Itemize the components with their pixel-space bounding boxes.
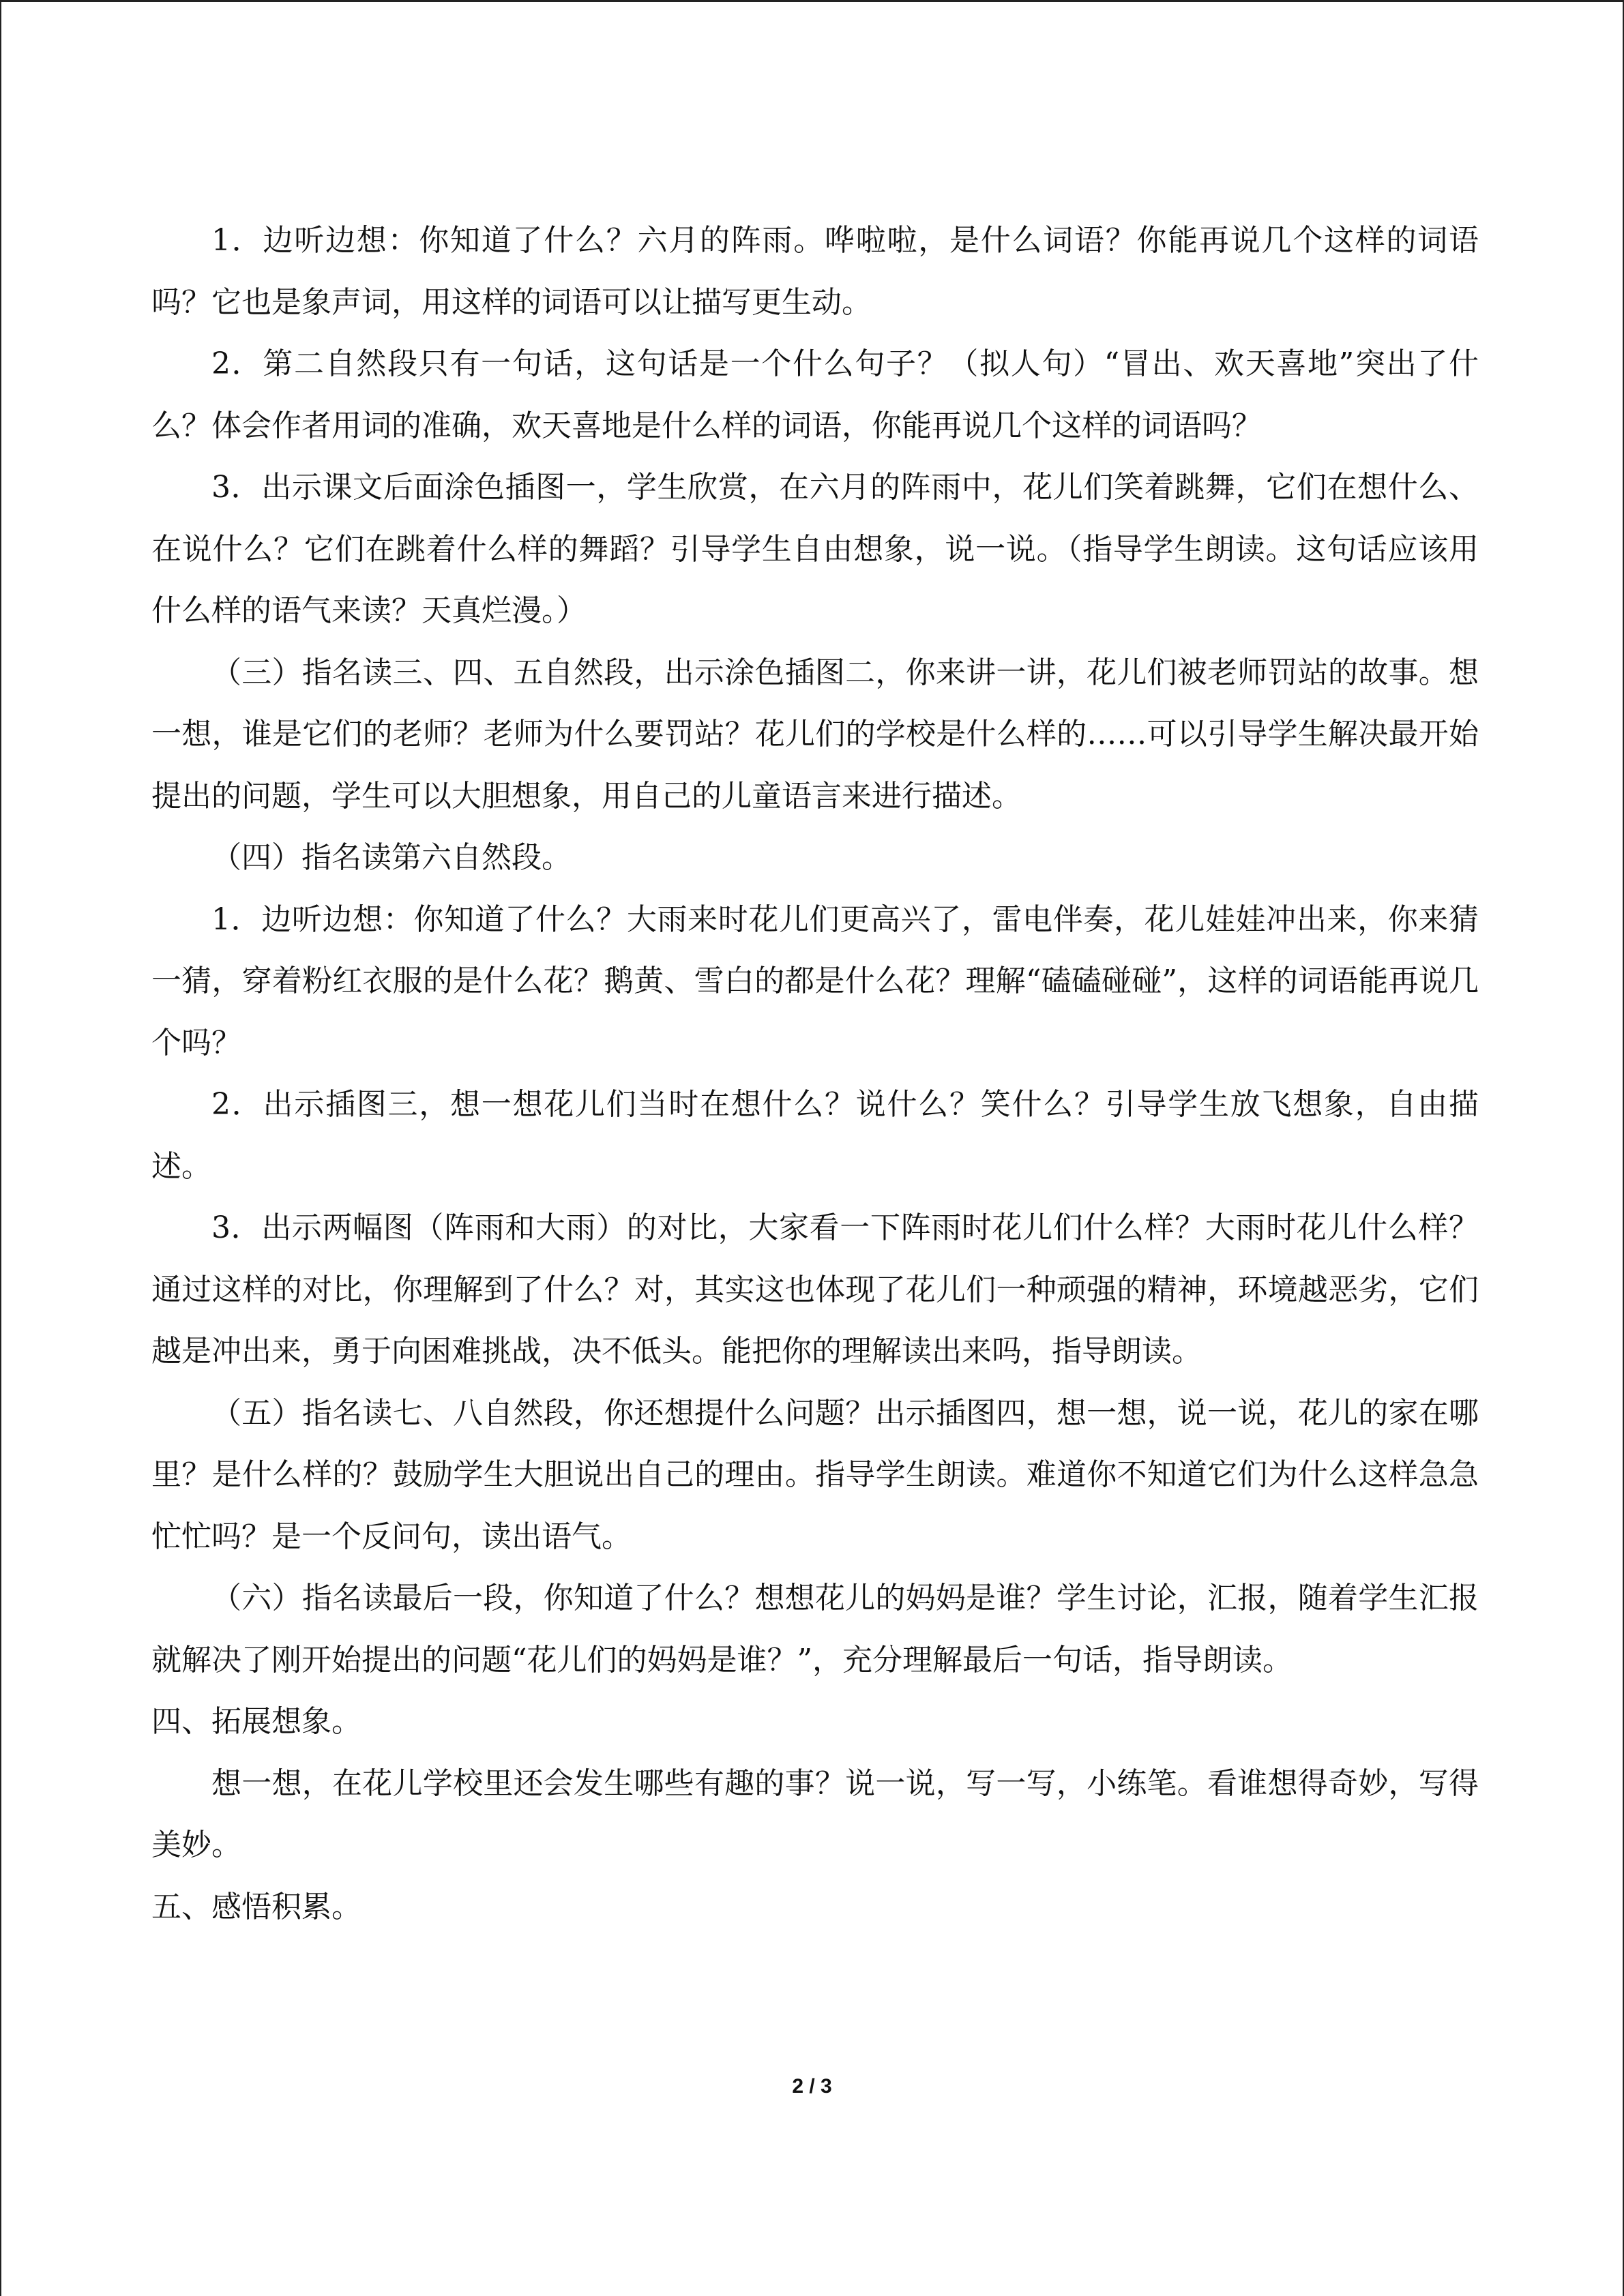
paragraph-listen-think-1: 1．边听边想：你知道了什么？六月的阵雨。哗啦啦，是什么词语？你能再说几个这样的词语吗？它也是象声词，用这样的词语可以让描写更生动。 [151, 223, 1479, 320]
paragraph-two-pictures-compare: 3．出示两幅图（阵雨和大雨）的对比，大家看一下阵雨时花儿们什么样？大雨时花儿什么样？通过这样的对比，你理解到了什么？对，其实这也体现了花儿们一种顽强的精神，环境越恶劣，它们越是冲出来，勇于向困难挑战，决不低头。能把你的理解读出来吗，指导朗读。 [151, 1210, 1479, 1369]
paragraph-imagine-school: 想一想，在花儿学校里还会发生哪些有趣的事？说一说，写一写，小练笔。看谁想得奇妙，写得美妙。 [151, 1765, 1479, 1862]
top-border-line [0, 0, 1624, 2]
document-body [151, 210, 1479, 1938]
page-number: 2 / 3 [792, 2075, 832, 2098]
left-border-line [0, 0, 1, 2296]
paragraph-section-three: （三）指名读三、四、五自然段，出示涂色插图二，你来讲一讲，花儿们被老师罚站的故事。想一想，谁是它们的老师？老师为什么要罚站？花儿们的学校是什么样的……可以引导学生解决最开始提出的问题，学生可以大胆想象，用自己的儿童语言来进行描述。 [151, 655, 1479, 814]
paragraph-illustration-3: 2．出示插图三，想一想花儿们当时在想什么？说什么？笑什么？引导学生放飞想象，自由描述。 [151, 1087, 1479, 1184]
paragraph-second-natural-section: 2．第二自然段只有一句话，这句话是一个什么句子？（拟人句）“冒出、欢天喜地”突出了什么？体会作者用词的准确，欢天喜地是什么样的词语，你能再说几个这样的词语吗？ [151, 346, 1479, 443]
heading-expand-imagination: 四、拓展想象。 [151, 1704, 361, 1739]
paragraph-colored-illustration-1: 3．出示课文后面涂色插图一，学生欣赏，在六月的阵雨中，花儿们笑着跳舞，它们在想什么、在说什么？它们在跳着什么样的舞蹈？引导学生自由想象，说一说。（指导学生朗读。这句话应该用什么样的语气来读？天真烂漫。） [151, 470, 1479, 628]
paragraph-section-six: （六）指名读最后一段，你知道了什么？想想花儿的妈妈是谁？学生讨论，汇报，随着学生汇报就解决了刚开始提出的问题“花儿们的妈妈是谁？”，充分理解最后一句话，指导朗读。 [151, 1581, 1479, 1678]
paragraph-section-four-heading: （四）指名读第六自然段。 [211, 840, 572, 875]
heading-feel-accumulate: 五、感悟积累。 [151, 1889, 361, 1924]
paragraph-section-five: （五）指名读七、八自然段，你还想提什么问题？出示插图四，想一想，说一说，花儿的家在哪里？是什么样的？鼓励学生大胆说出自己的理由。指导学生朗读。难道你不知道它们为什么这样急急忙忙吗？是一个反问句，读出语气。 [151, 1395, 1479, 1554]
paragraph-listen-think-2: 1．边听边想：你知道了什么？大雨来时花儿们更高兴了，雷电伴奏，花儿娃娃冲出来，你来猜一猜，穿着粉红衣服的是什么花？鹅黄、雪白的都是什么花？理解“磕磕碰碰”，这样的词语能再说几个吗？ [151, 901, 1479, 1060]
